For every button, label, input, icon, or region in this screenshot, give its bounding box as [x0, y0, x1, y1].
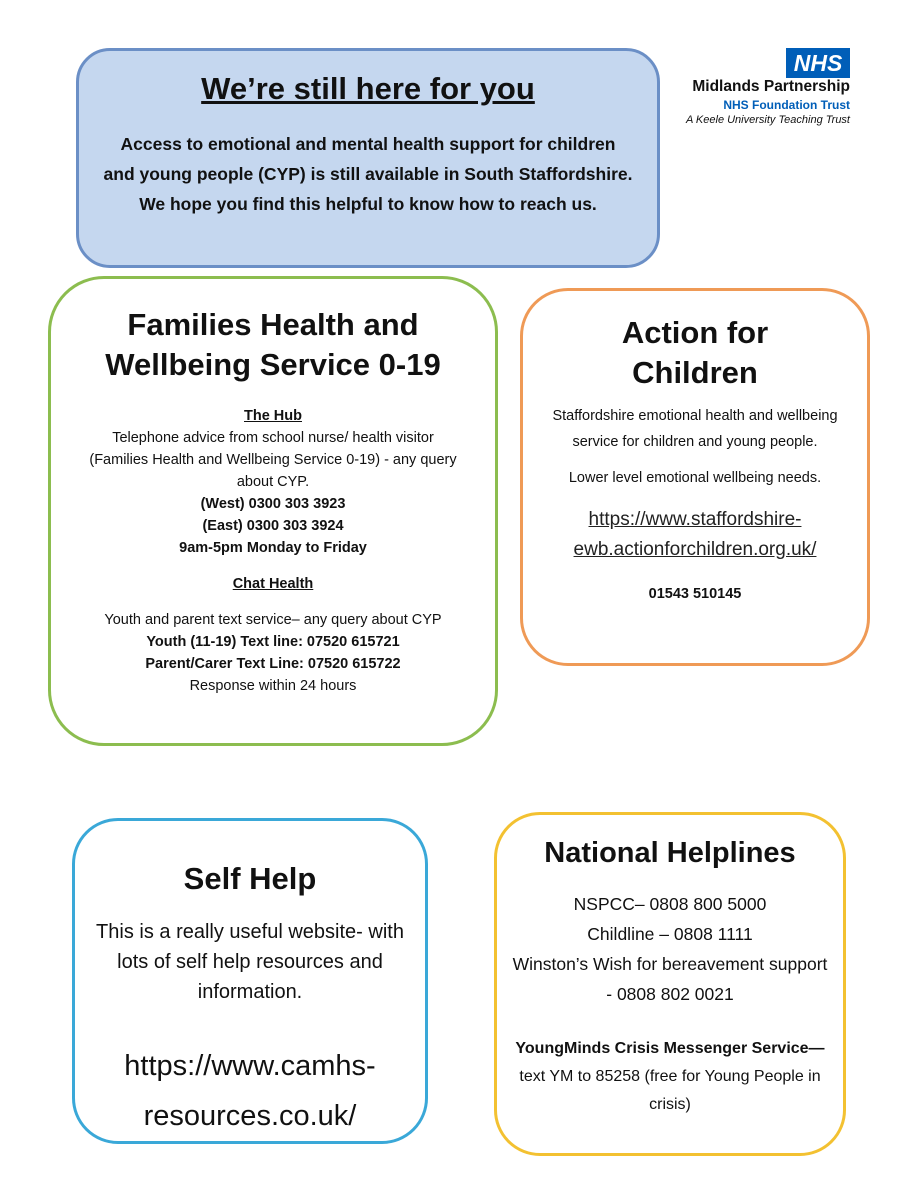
trust-subtitle: NHS Foundation Trust	[723, 98, 850, 112]
response-time: Response within 24 hours	[189, 678, 357, 694]
self-help-link-line2[interactable]: resources.co.uk/	[143, 1100, 357, 1132]
national-helplines-card	[494, 812, 846, 1156]
helplines-title: National Helplines	[544, 837, 796, 869]
chat-health-heading: Chat Health	[232, 576, 314, 592]
afc-link-line2[interactable]: ewb.actionforchildren.org.uk/	[573, 539, 817, 560]
hub-text: Telephone advice from school nurse/ health visitor (Families Health and Wellbeing Service 0-19) - any query about CYP.	[89, 430, 457, 490]
afc-phone: 01543 510145	[648, 586, 742, 602]
afc-needs: Lower level emotional wellbeing needs.	[568, 470, 822, 486]
childline-line: Childline – 0808 1111	[587, 924, 753, 944]
hub-hours: 9am-5pm Monday to Friday	[179, 540, 367, 556]
east-phone: (East) 0300 303 3924	[202, 518, 344, 534]
youngminds-instructions: text YM to 85258 (free for Young People in crisis)	[519, 1068, 821, 1113]
intro-banner	[76, 48, 660, 268]
west-phone: (West) 0300 303 3923	[200, 496, 346, 512]
trust-name: Midlands Partnership	[692, 78, 850, 95]
action-for-children-card	[520, 288, 870, 666]
afc-title-line1: Action for	[621, 315, 769, 350]
parent-text-line: Parent/Carer Text Line: 07520 615722	[145, 656, 401, 672]
youth-text-line: Youth (11-19) Text line: 07520 615721	[146, 634, 400, 650]
winstons-wish-line: Winston’s Wish for bereavement support - 0808 802 0021	[512, 954, 828, 1004]
youngminds-service-name: YoungMinds Crisis Messenger Service—	[515, 1040, 825, 1057]
banner-text: Access to emotional and mental health support for children and young people (CYP) is still available in South Staffordshire. We hope you find this helpful to know how to reach us.	[103, 134, 633, 214]
families-title-line2: Wellbeing Service 0-19	[105, 347, 441, 382]
trust-tagline: A Keele University Teaching Trust	[685, 114, 850, 126]
self-help-link[interactable]	[85, 1041, 415, 1141]
afc-body	[543, 403, 847, 607]
banner-title: We’re still here for you	[201, 71, 535, 106]
families-title	[51, 305, 495, 385]
afc-website-link[interactable]	[543, 505, 847, 565]
hub-heading: The Hub	[244, 408, 302, 424]
nhs-logo: NHS	[786, 48, 850, 78]
families-body	[81, 405, 465, 697]
self-help-title: Self Help	[183, 861, 317, 896]
self-help-text: This is a really useful website- with lots of self help resources and information.	[96, 921, 404, 1003]
youngminds-text	[511, 1035, 829, 1119]
chat-health-text: Youth and parent text service– any query about CYP	[104, 612, 442, 628]
nspcc-line: NSPCC– 0808 800 5000	[573, 894, 767, 914]
self-help-card	[72, 818, 428, 1144]
helplines-list	[511, 889, 829, 1009]
families-title-line1: Families Health and	[127, 307, 419, 342]
families-service-card	[48, 276, 498, 746]
afc-title	[523, 313, 867, 393]
afc-title-line2: Children	[632, 355, 758, 390]
self-help-link-line1[interactable]: https://www.camhs-	[124, 1050, 376, 1082]
afc-text: Staffordshire emotional health and wellbeing service for children and young people.	[552, 408, 838, 450]
afc-link-line1[interactable]: https://www.staffordshire-	[588, 509, 802, 530]
